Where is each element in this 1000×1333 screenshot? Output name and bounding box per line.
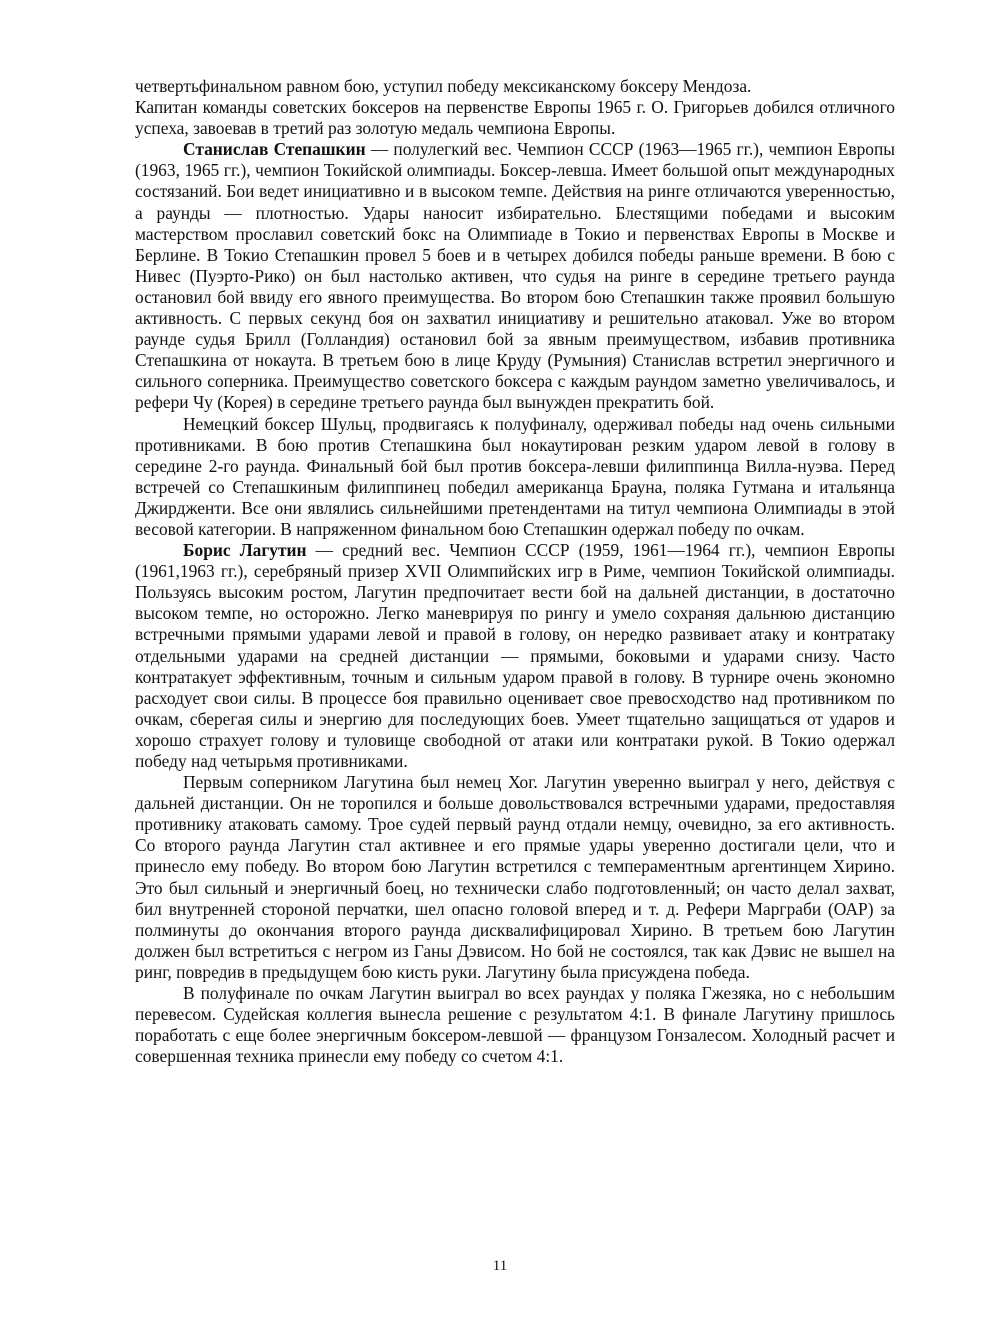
boxer-name-stepashkin: Станислав Степашкин xyxy=(183,139,366,160)
paragraph-stepashkin xyxy=(135,139,895,413)
paragraph-text: — полулегкий вес. Чемпион СССР (1963—1965 гг.), чемпион Европы (1963, 1965 гг.), чемпион Токийской олимпиады. Боксер-левша. Имеет большой опыт международных состязаний. Бои ведет инициативно и в высоком темпе. Действия на ринге отличаются уверенностью, а раунды — плотностью. Удары наносит избирательно. Блестящими победами и высоким мастерством прославил советский бокс на Олимпиаде в Токио и первенствах Европы в Москве и Берлине. В Токио Степашкин провел 5 боев и в четырех добился победы раньше времени. В бою с Нивес (Пуэрто-Рико) он был настолько активен, что судья на ринге в середине третьего раунда остановил бой ввиду его явного преимущества. Во втором бою Степашкин также проявил большую активность. С первых секунд боя он захватил инициативу и решительно атаковал. Уже во втором раунде судья Брилл (Голландия) остановил бой за явным преимуществом, избавив противника Степашкина от нокаута. В третьем бою в лице Круду (Румыния) Станислав встретил энергичного и сильного соперника. Преимущество советского боксера с каждым раундом заметно увеличивалось, и рефери Чу (Корея) в середине третьего раунда был вынужден прекратить бой. xyxy=(135,139,895,413)
boxer-name-lagutin: Борис Лагутин xyxy=(183,540,307,561)
paragraph-text: — средний вес. Чемпион СССР (1959, 1961—1964 гг.), чемпион Европы (1961,1963 гг.), серебряный призер XVII Олимпийских игр в Риме, чемпион Токийской олимпиады. Пользуясь высоким ростом, Лагутин предпочитает вести бой на дальней дистанции, в достаточно высоком темпе, но осторожно. Легко маневрируя по рингу и умело сохраняя дальнюю дистанцию встречными прямыми ударами левой и правой в голову, он нередко развивает атаку и контратаку отдельными ударами на средней дистанции — прямыми, боковыми и ударами снизу. Часто контратакует эффективным, точным и сильным ударом правой в голову. В турнире очень экономно расходует свои силы. В процессе боя правильно оценивает свое превосходство над противником по очкам, сберегая силы и энергию для последующих боев. Умеет тщательно защищаться от ударов и хорошо страхует голову и туловище свободной от атаки или контратаки рукой. В Токио одержал победу над четырьмя противниками. xyxy=(135,540,895,771)
page-number: 11 xyxy=(492,1258,508,1274)
paragraph-schulz: Немецкий боксер Шульц, продвигаясь к полуфиналу, одерживал победы над очень сильными противниками. В бою против Степашкина был нокаутирован резким ударом левой в голову в середине 2-го раунда. Финальный бой был против боксера-левши филиппинца Вилла-нуэва. Перед встречей со Степашкиным филиппинец победил американца Брауна, поляка Гутмана и итальянца Джирдженти. Все они являлись сильнейшими претендентами на титул чемпиона Олимпиады в этой весовой категории. В напряженном финальном бою Степашкин одержал победу по очкам. xyxy=(135,413,895,539)
paragraph-continuation: четвертьфинальном равном бою, уступил победу мексиканскому боксеру Мендоза. xyxy=(135,76,752,96)
document-page xyxy=(135,76,895,1067)
paragraph-lagutin-bouts: Первым соперником Лагутина был немец Хог. Лагутин уверенно выиграл у него, действуя с дальней дистанции. Он не торопился и больше довольствовался встречными ударами, предоставляя противнику атаковать самому. Трое судей первый раунд отдали немцу, очевидно, за его активность. Со второго раунда Лагутин стал активнее и его прямые удары уверенно достигали цели, что и принесло ему победу. Во втором бою Лагутин встретился с темпераментным аргентинцем Хирино. Это был сильный и энергичный боец, но технически слабо подготовленный; он часто делал захват, бил внутренней стороной перчатки, шел опасно головой вперед и т. д. Рефери Марграби (ОАР) за полминуты до окончания второго раунда дисквалифицировал Хирино. В третьем бою Лагутин должен был встретиться с негром из Ганы Дэвисом. Но бой не состоялся, так как Дэвис не вышел на ринг, повредив в предыдущем бою кисть руки. Лагутину была присуждена победа. xyxy=(135,772,895,982)
paragraph-lagutin xyxy=(135,540,895,772)
paragraph-grigoriev: Капитан команды советских боксеров на первенстве Европы 1965 г. О. Григорьев добился отличного успеха, завоевав в третий раз золотую медаль чемпиона Европы. xyxy=(135,97,895,139)
paragraph-lagutin-final: В полуфинале по очкам Лагутин выиграл во всех раундах у поляка Гжезяка, но с небольшим перевесом. Судейская коллегия вынесла решение с результатом 4:1. В финале Лагутину пришлось поработать с еще более энергичным боксером-левшой — французом Гонзалесом. Холодный расчет и совершенная техника принесли ему победу со счетом 4:1. xyxy=(135,983,895,1067)
